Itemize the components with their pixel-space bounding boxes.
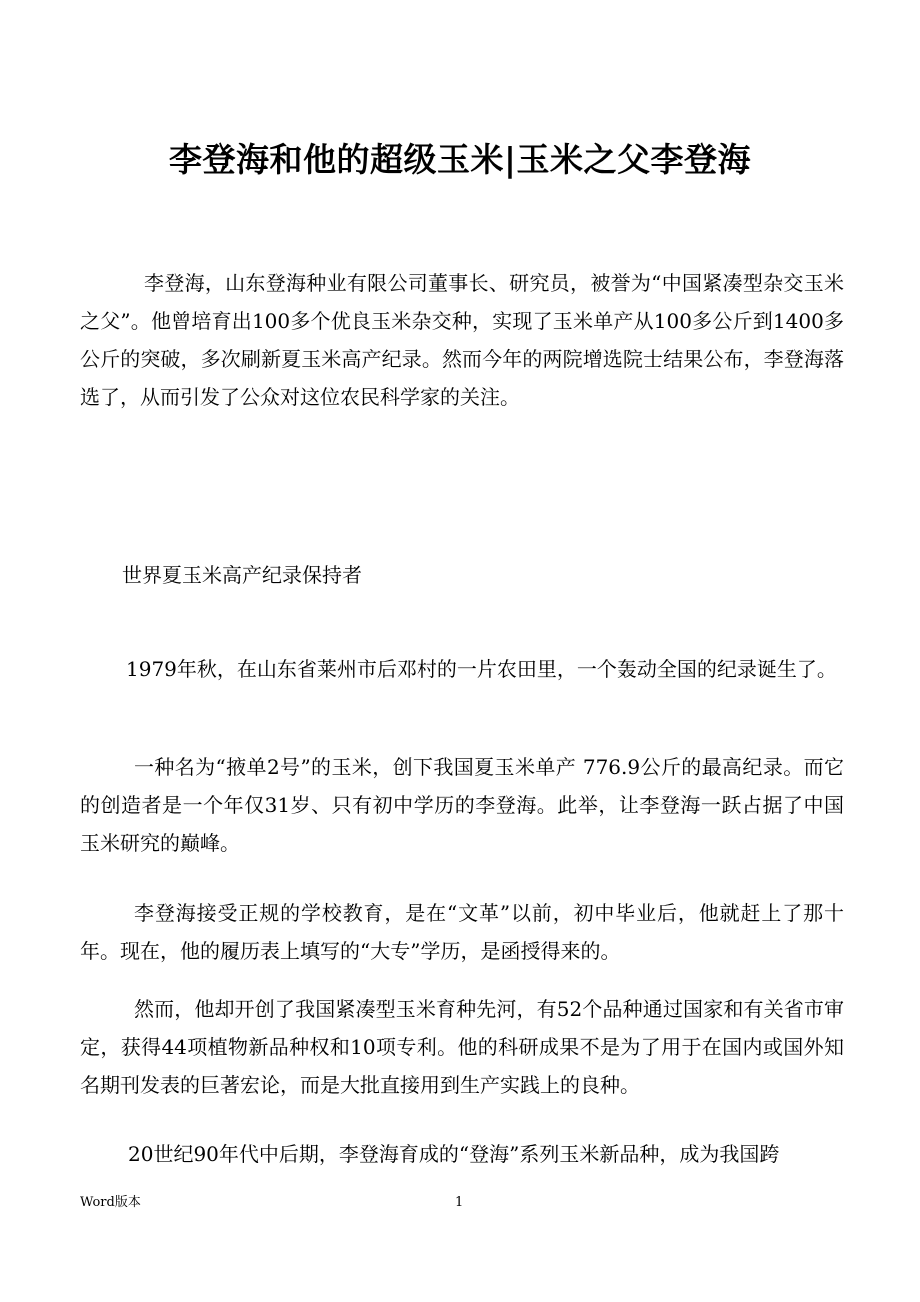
- paragraph-education: 李登海接受正规的学校教育，是在“文革”以前，初中毕业后，他就赶上了那十年。现在，他的履历表上填写的“大专”学历，是函授得来的。: [80, 901, 844, 963]
- section-heading: 世界夏玉米高产纪录保持者: [122, 563, 362, 587]
- paragraph-record: 一种名为“掖单2号”的玉米，创下我国夏玉米单产 776.9公斤的最高纪录。而它的创造者是一个年仅31岁、只有初中学历的李登海。此举，让李登海一跃占据了中国玉米研究的巅峰。: [80, 755, 844, 855]
- footer-page-number: 1: [455, 1195, 464, 1210]
- paragraph-1990s: 20世纪90年代中后期，李登海育成的“登海”系列玉米新品种，成为我国跨: [128, 1142, 780, 1166]
- paragraph-1979: 1979年秋，在山东省莱州市后邓村的一片农田里，一个轰动全国的纪录诞生了。: [126, 657, 837, 681]
- page-title: 李登海和他的超级玉米|玉米之父李登海: [168, 140, 751, 179]
- paragraph-achievements: 然而，他却开创了我国紧凑型玉米育种先河，有52个品种通过国家和有关省市审定，获得44项植物新品种权和10项专利。他的科研成果不是为了用于在国内或国外知名期刊发表的巨著宏论，而是大批直接用到生产实践上的良种。: [80, 997, 844, 1097]
- footer-version-label: Word版本: [80, 1195, 141, 1210]
- paragraph-intro: 李登海，山东登海种业有限公司董事长、研究员，被誉为“中国紧凑型杂交玉米之父”。他曾培育出100多个优良玉米杂交种，实现了玉米单产从100多公斤到1400多公斤的突破，多次刷新夏玉米高产纪录。然而今年的两院增选院士结果公布，李登海落选了，从而引发了公众对这位农民科学家的关注。: [80, 271, 844, 409]
